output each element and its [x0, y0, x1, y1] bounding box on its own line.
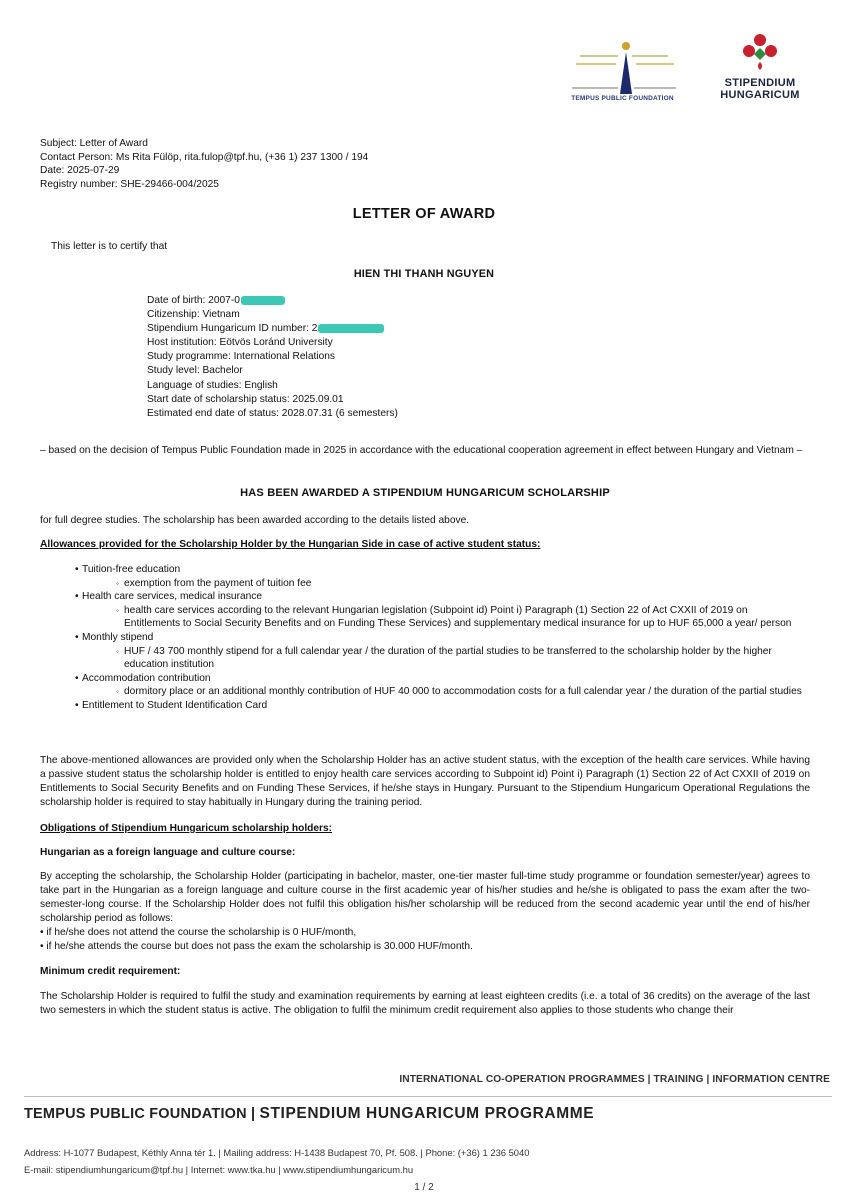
- list-item: • Entitlement to Student Identification Card: [75, 699, 268, 711]
- allowances-list: [40, 563, 810, 713]
- list-item: ◦ health care services according to the relevant Hungarian legislation (Subpoint id) Point i) Paragraph (1) Section 22 of Act CXXII of 2019 on Entitlements to Social Security Benefits and on Funding These Services) and supplementary medical insurance for up to HUF 65,000 a year/ person: [116, 604, 792, 630]
- redaction-mark: [241, 296, 285, 305]
- list-item: ◦ exemption from the payment of tuition fee: [116, 577, 312, 589]
- full-degree-text: for full degree studies. The scholarship has been awarded according to the details listed above.: [40, 515, 470, 526]
- certify-text: This letter is to certify that: [51, 241, 168, 252]
- tempus-logo-text: TEMPUS PUBLIC FOUNDATION: [571, 95, 674, 102]
- language-course-para: By accepting the scholarship, the Scholarship Holder (participating in bachelor, master, one-tier master full-time study programme or foundation semester/year) agrees to take part in the Hungarian as a foreign language and culture course in the first academic year of his/her studies and he/she is obligated to pass the exam after the two-semester-long course. If the Scholarship Holder does not fulfil this obligation his/her scholarship will be reduced from the second academic year until the end of his/her scholarship period as follows:: [40, 871, 810, 924]
- list-item: • Accommodation contribution ◦ dormitory place or an additional monthly contribution of HUF 40 000 to accommodation costs for a full calendar year / the duration of the partial studies: [40, 672, 810, 699]
- footer-centre-line: INTERNATIONAL CO-OPERATION PROGRAMMES | TRAINING | INFORMATION CENTRE: [399, 1074, 830, 1085]
- decision-text: – based on the decision of Tempus Public Foundation made in 2025 in accordance with the educational cooperation agreement in effect between Hungary and Vietnam –: [40, 445, 803, 456]
- registry-line: Registry number: SHE-29466-004/2025: [40, 178, 219, 190]
- language-rule-2: • if he/she attends the course but does not pass the exam the scholarship is 30.000 HUF/month.: [40, 941, 473, 952]
- awarded-heading: HAS BEEN AWARDED A STIPENDIUM HUNGARICUM SCHOLARSHIP: [240, 487, 610, 499]
- list-item: • Monthly stipend ◦ HUF / 43 700 monthly stipend for a full calendar year / the duration of the partial studies to be transferred to the scholarship holder by the higher education institution: [40, 631, 810, 672]
- allowances-heading: Allowances provided for the Scholarship Holder by the Hungarian Side in case of active student status:: [40, 539, 541, 550]
- subject-line: Subject: Letter of Award: [40, 138, 148, 149]
- list-item: ◦ dormitory place or an additional monthly contribution of HUF 40 000 to accommodation costs for a full calendar year / the duration of the partial studies: [116, 686, 802, 698]
- page-title: LETTER OF AWARD: [352, 206, 496, 222]
- list-item: • Tuition-free education ◦ exemption from the payment of tuition fee: [40, 563, 810, 590]
- footer-email: E-mail: stipendiumhungaricum@tpf.hu | Internet: www.tka.hu | www.stipendiumhungaricum.hu: [24, 1164, 414, 1175]
- date-line: Date: 2025-07-29: [40, 165, 120, 176]
- stipendium-logo-line2: HUNGARICUM: [720, 89, 800, 101]
- language-course-text: [40, 870, 810, 954]
- programme-line: Study programme: International Relations: [147, 351, 336, 363]
- level-line: Study level: Bachelor: [147, 365, 243, 377]
- footer-divider: [24, 1096, 832, 1097]
- letter-meta: [40, 137, 540, 191]
- recipient-name: HIEN THI THANH NGUYEN: [353, 268, 495, 280]
- footer-title: TEMPUS PUBLIC FOUNDATION | STIPENDIUM HUNGARICUM PROGRAMME: [24, 1105, 595, 1122]
- header-logos: [560, 30, 810, 110]
- language-line: Language of studies: English: [147, 379, 278, 391]
- obligations-heading: Obligations of Stipendium Hungaricum scholarship holders:: [40, 823, 333, 834]
- list-item: ◦ HUF / 43 700 monthly stipend for a full calendar year / the duration of the partial studies to be transferred to the scholarship holder by the higher education institution: [116, 645, 772, 671]
- credit-heading: Minimum credit requirement:: [40, 966, 181, 977]
- page-number: 1 / 2: [414, 1182, 434, 1193]
- end-date-line: Estimated end date of status: 2028.07.31 (6 semesters): [147, 407, 398, 419]
- credit-text: The Scholarship Holder is required to fulfil the study and examination requirements by earning at least eighteen credits (i.e. a total of 36 credits) on the average of the last two semesters in which the student status is active. The obligation to fulfil the minimum credit requirement also applies to those students who change their: [40, 991, 810, 1016]
- start-date-line: Start date of scholarship status: 2025.09.01: [147, 393, 344, 405]
- list-item: • Health care services, medical insurance ◦ health care services according to the relevant Hungarian legislation (Subpoint id) Point i) Paragraph (1) Section 22 of Act CXXII of 2019 on Entitlements to Social Security Benefits and on Funding These Services) and supplementary medical insurance for up to HUF 65,000 a year/ person: [40, 590, 810, 631]
- host-line: Host institution: Eötvös Loránd University: [147, 337, 333, 349]
- active-status-text: The above-mentioned allowances are provided only when the Scholarship Holder has an active student status, with the exception of the health care services. While having a passive student status the scholarship holder is entitled to enjoy health care services according to Subpoint id) Point i) Paragraph (1) Section 22 of Act CXXII of 2019 on Entitlements to Social Security Benefits and on Funding These Services, if he/she stays in Hungary. Pursuant to the Stipendium Hungaricum Operational Regulations the scholarship holder is required to stay habitually in Hungary during the training period.: [40, 755, 810, 808]
- dob-line: Date of birth: 2007-0: [147, 294, 647, 308]
- sh-id-line: Stipendium Hungaricum ID number: 2: [147, 322, 647, 336]
- citizenship-line: Citizenship: Vietnam: [147, 309, 240, 321]
- recipient-details: [147, 294, 647, 421]
- stipendium-flower-icon: [740, 32, 780, 72]
- contact-line: Contact Person: Ms Rita Fülöp, rita.fulop@tpf.hu, (+36 1) 237 1300 / 194: [40, 151, 369, 163]
- language-course-heading: Hungarian as a foreign language and culture course:: [40, 847, 296, 858]
- footer-address: Address: H-1077 Budapest, Kéthly Anna tér 1. | Mailing address: H-1438 Budapest 70, Pf. 508. | Phone: (+36) 1 236 5040: [24, 1147, 530, 1158]
- stipendium-logo-line1: STIPENDIUM: [724, 77, 796, 89]
- language-rule-1: • if he/she does not attend the course the scholarship is 0 HUF/month,: [40, 927, 357, 938]
- redaction-mark: [318, 324, 384, 333]
- stipendium-logo: [710, 32, 810, 112]
